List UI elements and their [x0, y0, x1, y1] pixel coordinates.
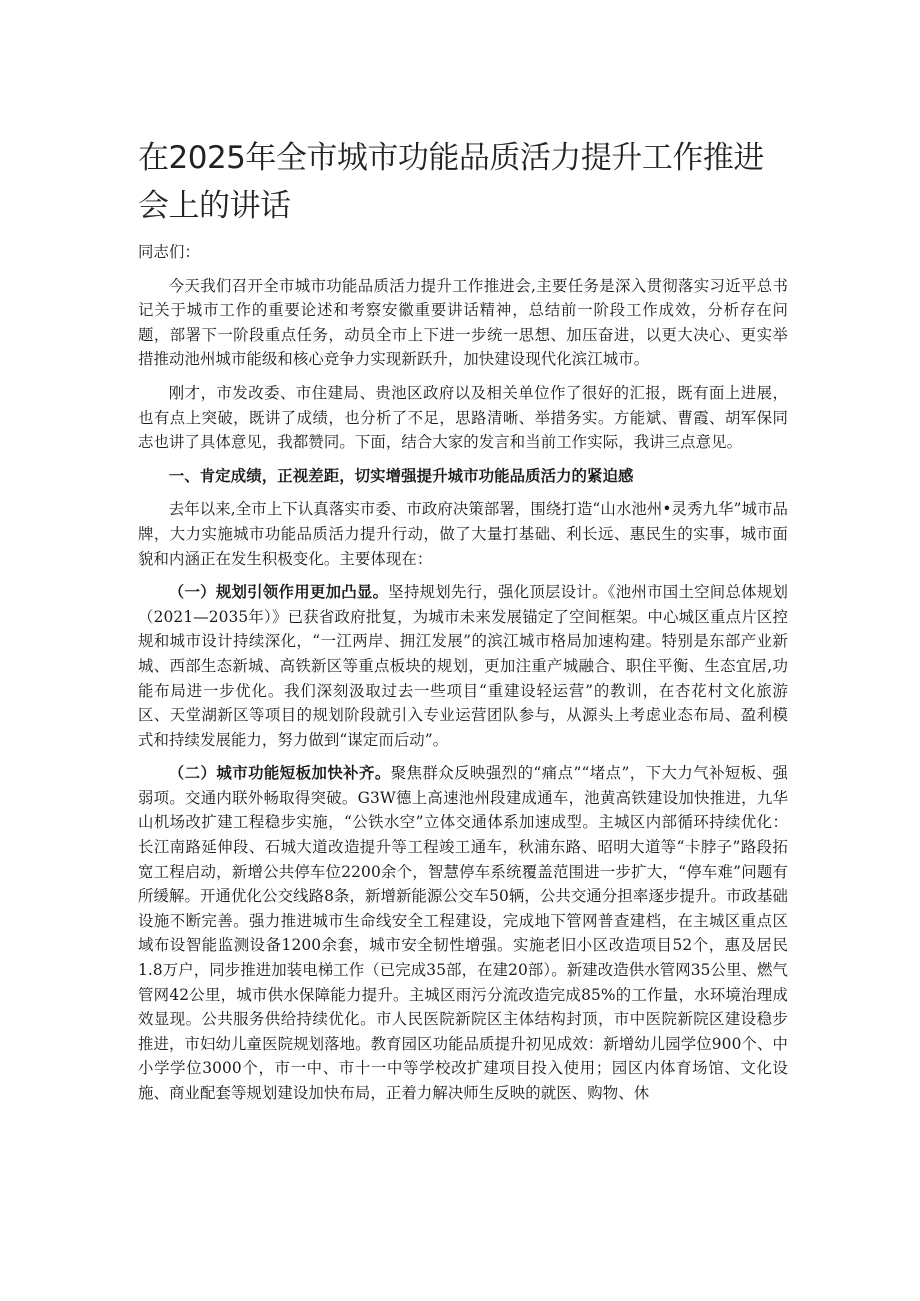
subsection-heading-1: （一）规划引领作用更加凸显。: [168, 583, 389, 602]
document-title: 在2025年全市城市功能品质活力提升工作推进会上的讲话: [138, 140, 764, 224]
subsection-text-2: 聚焦群众反映强烈的“痛点”“堵点”，下大力气补短板、强弱项。交通内联外畅取得突破。G3W德上高速池州段建成通车，池黄高铁建设加快推进，九华山机场改扩建工程稳步实施，“公铁水空”立体交通体系加速成型。主城区内部循环持续优化：长江南路延伸段、石城大道改造提升等工程竣工通车，秋浦东路、昭明大道等“卡脖子”路段拓宽工程启动，新增公共停车位2200余个，智慧停车系统覆盖范围进一步扩大，“停车难”问题有所缓解。开通优化公交线路8条，新增新能源公交车50辆，公共交通分担率逐步提升。市政基础设施不断完善。强力推进城市生命线安全工程建设，完成地下管网普查建档，在主城区重点区域布设智能监测设备1200余套，城市安全韧性增强。实施老旧小区改造项目52个，惠及居民1.8万户，同步推进加装电梯工作（已完成35部，在建20部）。新建改造供水管网35公里、燃气管网42公里，城市供水保障能力提升。主城区雨污分流改造完成85%的工作量，水环境治理成效显现。公共服务供给持续优化。市人民医院新院区主体结构封顶，市中医院新院区建设稳步推进，市妇幼儿童医院规划落地。教育园区功能品质提升初见成效：新增幼儿园学位900个、中小学学位3000个，市一中、市十一中等学校改扩建项目投入使用；园区内体育场馆、文化设施、商业配套等规划建设加快布局，正着力解决师生反映的就医、购物、休: [138, 764, 788, 1102]
document-body: [138, 240, 788, 1115]
paragraph-functions: [138, 761, 788, 1105]
section-heading-1: 一、肯定成绩，正视差距，切实增强提升城市功能品质活力的紧迫感: [168, 466, 634, 485]
salutation: 同志们：: [138, 243, 200, 261]
paragraph-planning: [138, 580, 788, 752]
subsection-text-1: 坚持规划先行，强化顶层设计。《池州市国土空间总体规划（2021—2035年）》已获省政府批复，为城市未来发展锚定了空间框架。中心城区重点片区控规和城市设计持续深化，“一江两岸、拥江发展”的滨江城市格局加速构建。特别是东部产业新城、西部生态新城、高铁新区等重点板块的规划，更加注重产城融合、职住平衡、生态宜居,功能布局进一步优化。我们深刻汲取过去一些项目“重建设轻运营”的教训，在杏花村文化旅游区、天堂湖新区等项目的规划阶段就引入专业运营团队参与，从源头上考虑业态布局、盈利模式和持续发展能力，努力做到“谋定而后动”。: [138, 583, 788, 749]
paragraph-intro: 今天我们召开全市城市功能品质活力提升工作推进会,主要任务是深入贯彻落实习近平总书记关于城市工作的重要论述和考察安徽重要讲话精神，总结前一阶段工作成效，分析存在问题，部署下一阶段重点任务，动员全市上下进一步统一思想、加压奋进，以更大决心、更实举措推动池州城市能级和核心竞争力实现新跃升，加快建设现代化滨江城市。: [138, 276, 788, 369]
paragraph-achievements: 去年以来,全市上下认真落实市委、市政府决策部署，围绕打造“山水池州•灵秀九华”城市品牌，大力实施城市功能品质活力提升行动，做了大量打基础、利长远、惠民生的实事，城市面貌和内涵正在发生积极变化。主要体现在：: [138, 500, 788, 568]
subsection-heading-2: （二）城市功能短板加快补齐。: [168, 764, 391, 783]
paragraph-reports: 刚才，市发改委、市住建局、贵池区政府以及相关单位作了很好的汇报，既有面上进展，也有点上突破，既讲了成绩，也分析了不足，思路清晰、举措务实。方能斌、曹霞、胡军保同志也讲了具体意见，我都赞同。下面，结合大家的发言和当前工作实际，我讲三点意见。: [138, 383, 788, 452]
